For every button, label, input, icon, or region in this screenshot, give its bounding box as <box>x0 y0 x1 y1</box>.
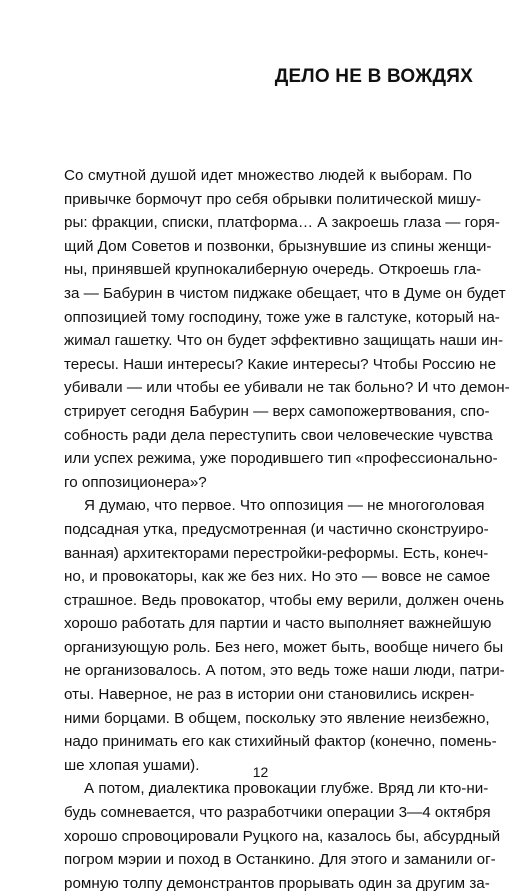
text-line: оппозицией тому господину, тоже уже в галстуке, который на- <box>64 308 500 326</box>
text-line: за — Бабурин в чистом пиджаке обещает, что в Думе он будет <box>64 284 506 302</box>
text-line: ше хлопая ушами). <box>64 756 200 774</box>
text-line: не организовалось. А потом, это ведь тоже наши люди, патри- <box>64 662 505 680</box>
text-line: страшное. Ведь провокатор, чтобы ему верили, должен очень <box>64 591 504 609</box>
text-line: хорошо спровоцировали Руцкого на, казалось бы, абсурдный <box>64 827 501 845</box>
text-line: жимал гашетку. Что он будет эффективно защищать наши ин- <box>64 332 504 350</box>
text-line: щий Дом Советов и позвонки, брызнувшие из спины женщи- <box>64 237 492 255</box>
body-text <box>64 164 510 895</box>
text-line: погром мэрии и поход в Останкино. Для этого и заманили ог- <box>64 851 496 869</box>
text-line: оты. Наверное, не раз в истории они становились искрен- <box>64 686 475 704</box>
text-line: организующую роль. Без него, может быть, вообще ничего бы <box>64 638 504 656</box>
text-line: убивали — или чтобы ее убивали не так больно? И что демон- <box>64 379 510 397</box>
text-line: собность ради дела переступить свои человеческие чувства <box>64 426 493 444</box>
text-line: Со смутной душой идет множество людей к выборам. По <box>64 167 472 184</box>
text-line: ванная) архитекторами перестройки-реформы. Есть, конеч- <box>64 544 489 562</box>
text-line: привычке бормочут про себя обрывки политической мишу- <box>64 190 482 208</box>
text-line: ны, принявшей крупнокалиберную очередь. Откроешь гла- <box>64 261 482 279</box>
chapter-title: ДЕЛО НЕ В ВОЖДЯХ <box>274 66 473 87</box>
text-line: ромную толпу демонстрантов прорывать один за другим за- <box>64 874 490 892</box>
text-line: или успех режима, уже породившего тип «профессионально- <box>64 450 498 468</box>
text-line: но, и провокаторы, как же без них. Но это — вовсе не самое <box>64 568 491 586</box>
text-line: надо принимать его как стихийный фактор (конечно, помень- <box>64 733 497 751</box>
text-line: хорошо работать для партии и часто выполняет важнейшую <box>64 615 492 633</box>
text-line: подсадная утка, предусмотренная (и частично сконструиро- <box>64 520 489 538</box>
text-line: стрирует сегодня Бабурин — верх самопожертвования, спо- <box>64 402 490 420</box>
text-line: ними борцами. В общем, поскольку это явление неизбежно, <box>64 709 490 727</box>
text-line: Я думаю, что первое. Что оппозиция — не многоголовая <box>84 497 485 515</box>
text-line: го оппозиционера»? <box>64 473 207 491</box>
text-line: ры: фракции, списки, платформа… А закроешь глаза — горя- <box>64 214 500 232</box>
text-line: тересы. Наши интересы? Какие интересы? Чтобы Россию не <box>64 355 497 373</box>
text-line: А потом, диалектика провокации глубже. Вряд ли кто-ни- <box>84 780 489 798</box>
page-number: 12 <box>252 764 269 780</box>
text-line: будь сомневается, что разработчики операции 3—4 октября <box>64 804 491 822</box>
